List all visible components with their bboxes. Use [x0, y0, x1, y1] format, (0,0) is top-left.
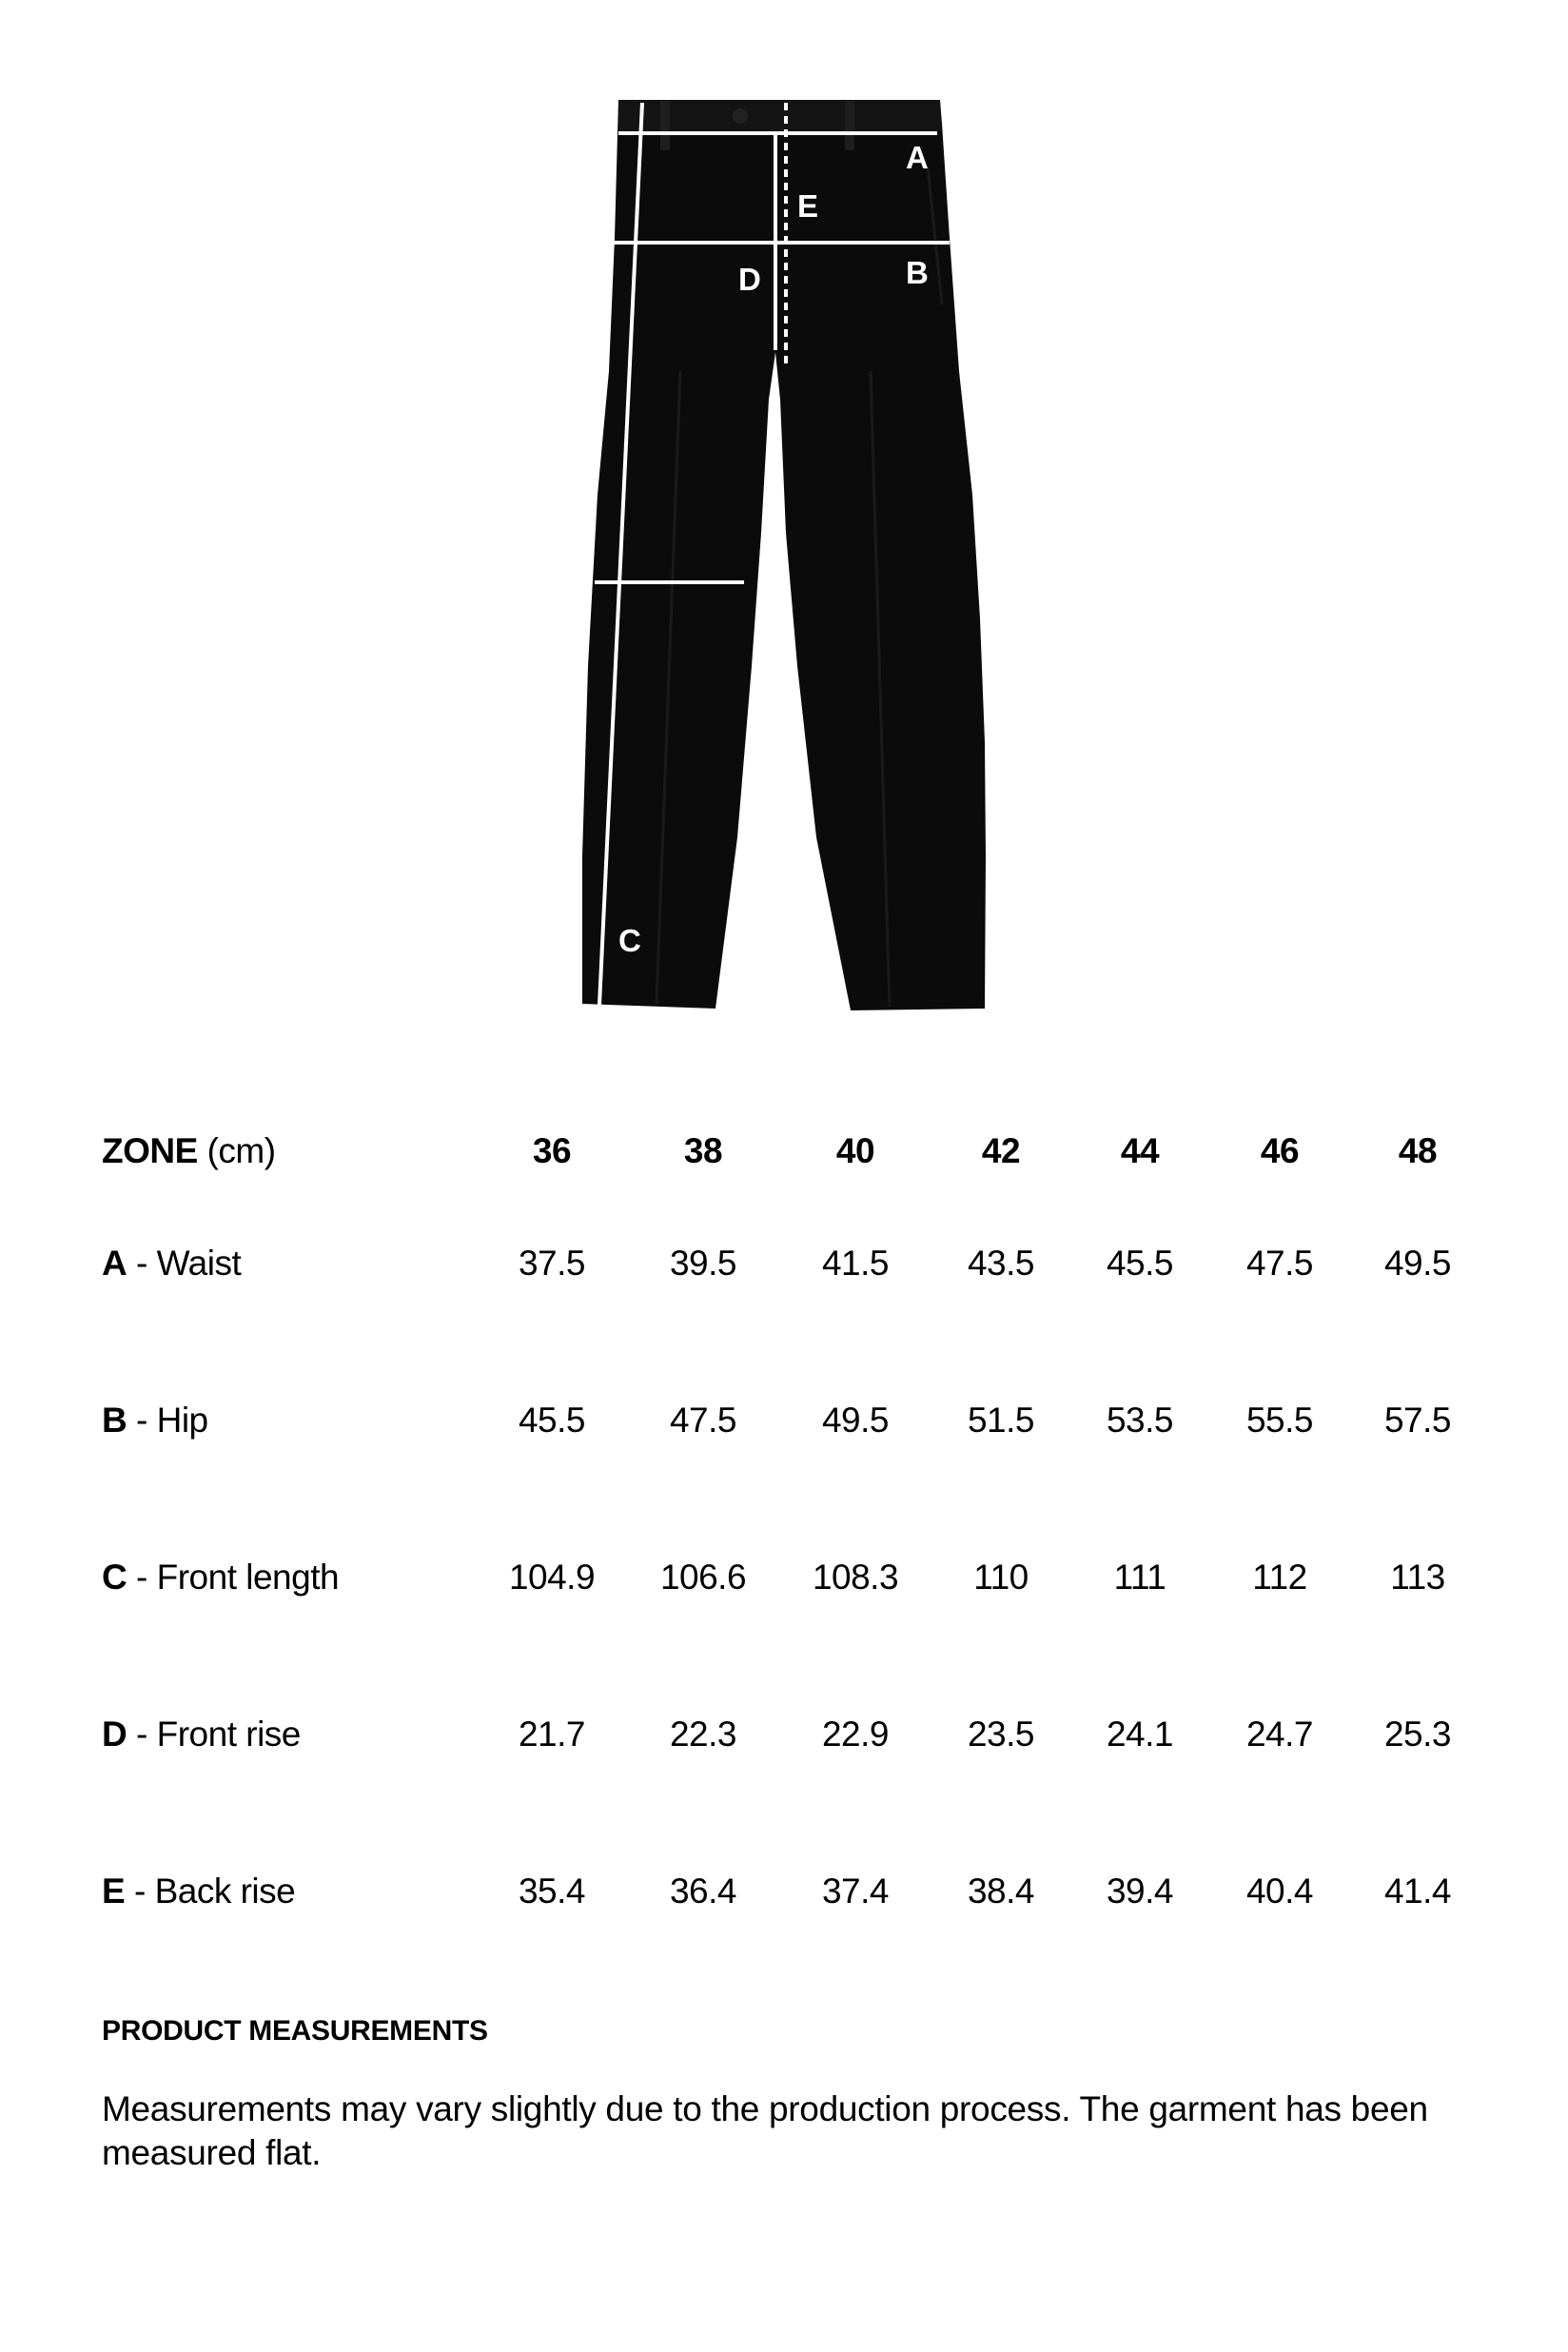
zone-code: C	[102, 1558, 127, 1597]
trousers-diagram	[0, 0, 1568, 1028]
zone-header-title: ZONE	[102, 1131, 198, 1170]
zone-label	[102, 1549, 339, 1606]
zone-label	[102, 1863, 295, 1920]
size-header: 42	[981, 1131, 1021, 1170]
zone-name: - Front rise	[127, 1715, 301, 1754]
zone-label	[102, 1706, 301, 1763]
measurement-cell: 37.5	[518, 1244, 585, 1283]
measurement-cell: 111	[1113, 1558, 1166, 1597]
measurement-cell: 22.9	[821, 1715, 889, 1754]
table-header-row	[0, 1123, 1568, 1180]
measurement-cell: 23.5	[967, 1715, 1034, 1754]
measurement-cell: 51.5	[967, 1401, 1034, 1440]
measurement-cell: 45.5	[518, 1401, 585, 1440]
label-b: B	[906, 255, 929, 290]
measurement-cell: 49.5	[1383, 1244, 1451, 1283]
measurement-cell: 39.4	[1106, 1872, 1173, 1911]
measurement-cell: 21.7	[518, 1715, 585, 1754]
table-row	[0, 1392, 1568, 1449]
size-header: 46	[1260, 1131, 1300, 1170]
size-header: 44	[1120, 1131, 1160, 1170]
measurement-cell: 40.4	[1245, 1872, 1313, 1911]
measurement-cell: 35.4	[518, 1872, 585, 1911]
notes-text: Measurements may vary slightly due to the production process. The garment has been measured flat.	[102, 2089, 1428, 2172]
measurement-cell: 41.5	[821, 1244, 889, 1283]
measurement-cell: 24.1	[1106, 1715, 1173, 1754]
label-e: E	[797, 188, 819, 224]
measurement-cell: 113	[1390, 1558, 1445, 1597]
zone-name: - Back rise	[125, 1872, 296, 1911]
measurement-cell: 53.5	[1106, 1401, 1173, 1440]
zone-header	[102, 1123, 276, 1180]
measurement-cell: 47.5	[669, 1401, 736, 1440]
zone-name: - Front length	[127, 1558, 340, 1597]
size-header: 36	[532, 1131, 572, 1170]
size-header: 40	[835, 1131, 875, 1170]
measurement-cell: 38.4	[967, 1872, 1034, 1911]
measurement-cell: 47.5	[1245, 1244, 1313, 1283]
measurement-cell: 36.4	[669, 1872, 736, 1911]
size-header: 38	[683, 1131, 723, 1170]
measurement-cell: 45.5	[1106, 1244, 1173, 1283]
table-row	[0, 1235, 1568, 1292]
notes-title: PRODUCT MEASUREMENTS	[102, 2015, 488, 2047]
label-c: C	[618, 923, 641, 958]
table-row	[0, 1549, 1568, 1606]
zone-code: B	[102, 1401, 127, 1440]
measurement-cell: 110	[973, 1558, 1029, 1597]
measurement-cell: 43.5	[967, 1244, 1034, 1283]
zone-name: - Hip	[127, 1401, 208, 1440]
measurement-cell: 41.4	[1383, 1872, 1451, 1911]
measurement-cell: 39.5	[669, 1244, 736, 1283]
label-a: A	[906, 140, 929, 175]
measurement-cell: 104.9	[508, 1558, 596, 1597]
zone-name: - Waist	[127, 1244, 242, 1283]
belt-loop-right	[845, 101, 854, 150]
measurement-cell: 112	[1252, 1558, 1307, 1597]
measurement-cell: 49.5	[821, 1401, 889, 1440]
measurement-cell: 25.3	[1383, 1715, 1451, 1754]
zone-code: D	[102, 1715, 127, 1754]
zone-label	[102, 1235, 241, 1292]
size-header: 48	[1398, 1131, 1438, 1170]
measurement-cell: 55.5	[1245, 1401, 1313, 1440]
waist-button	[733, 108, 748, 124]
table-row	[0, 1706, 1568, 1763]
measurement-cell: 22.3	[669, 1715, 736, 1754]
zone-header-unit: (cm)	[206, 1131, 276, 1170]
product-measurements-note	[102, 2015, 1453, 2175]
measurement-cell: 108.3	[812, 1558, 899, 1597]
trousers-illustration	[0, 0, 1568, 1028]
zone-code: E	[102, 1872, 126, 1911]
zone-code: A	[102, 1244, 127, 1283]
measurement-cell: 106.6	[659, 1558, 747, 1597]
label-d: D	[738, 262, 761, 297]
table-row	[0, 1863, 1568, 1920]
measurement-cell: 24.7	[1245, 1715, 1313, 1754]
measurement-cell: 37.4	[821, 1872, 889, 1911]
belt-loop-left	[660, 101, 670, 150]
measurement-cell: 57.5	[1383, 1401, 1451, 1440]
zone-label	[102, 1392, 208, 1449]
